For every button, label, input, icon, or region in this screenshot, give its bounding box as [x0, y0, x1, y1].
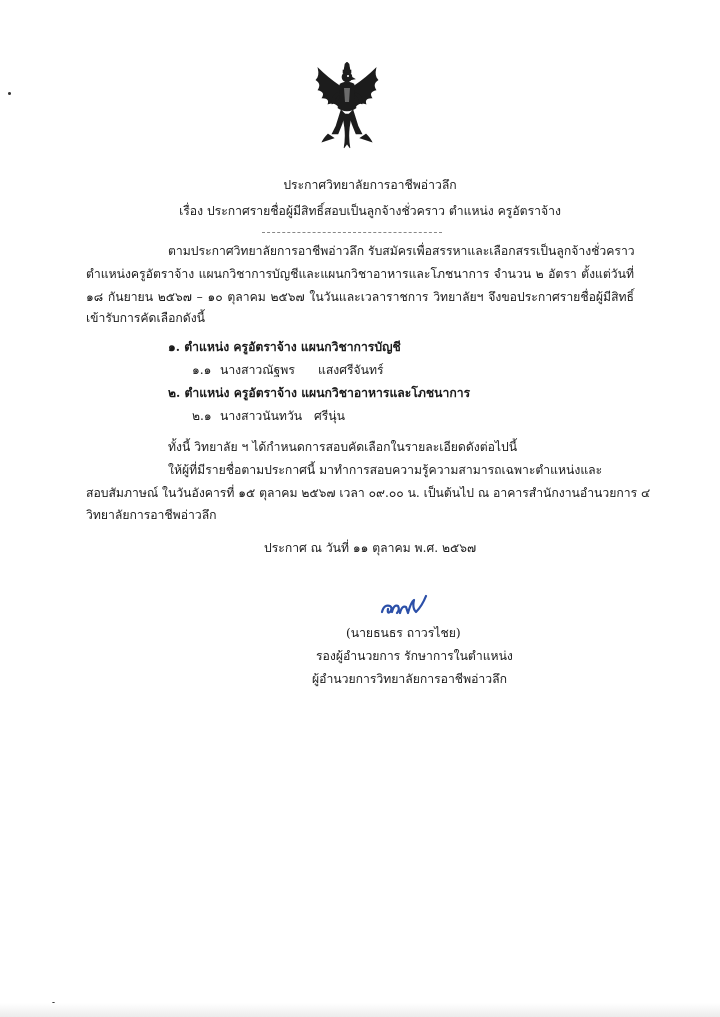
page-bottom-edge — [0, 1003, 720, 1017]
position-2-candidate-surname: ศรีนุ่น — [314, 409, 345, 423]
intro-line-1: ตามประกาศวิทยาลัยการอาชีพอ่าวลึก รับสมัครเพื่อสรรหาและเลือกสรรเป็นลูกจ้างชั่วคราว — [168, 244, 635, 258]
signature-icon — [378, 592, 432, 622]
position-2-candidate-name: นางสาวนันทวัน — [220, 409, 303, 423]
intro-line-2: ตำแหน่งครูอัตราจ้าง แผนกวิชาการบัญชีและแผนกวิชาอาหารและโภชนาการ จำนวน ๒ อัตรา ตั้งแต่วันที่ — [86, 267, 634, 281]
position-1-candidate-name: นางสาวณัฐพร — [220, 363, 295, 377]
position-1-candidate-surname: แสงศรีจันทร์ — [318, 363, 384, 377]
signatory-title-2: ผู้อำนวยการวิทยาลัยการอาชีพอ่าวลึก — [312, 672, 507, 686]
notice-line-2: ให้ผู้ที่มีรายชื่อตามประกาศนี้ มาทำการสอบความรู้ความสามารถเฉพาะตำแหน่งและ — [168, 463, 603, 477]
notice-line-3: สอบสัมภาษณ์ ในวันอังคารที่ ๑๕ ตุลาคม ๒๕๖๗ เวลา ๐๙.๐๐ น. เป็นต้นไป ณ อาคารสำนักงานอำนวยการ ๔ — [86, 486, 651, 500]
announcement-date: ประกาศ ณ วันที่ ๑๑ ตุลาคม พ.ศ. ๒๕๖๗ — [264, 541, 477, 555]
notice-line-4: วิทยาลัยการอาชีพอ่าวลึก — [86, 508, 217, 522]
notice-line-1: ทั้งนี้ วิทยาลัย ฯ ได้กำหนดการสอบคัดเลือกในรายละเอียดดังต่อไปนี้ — [168, 440, 518, 454]
position-2-heading: ๒. ตำแหน่ง ครูอัตราจ้าง แผนกวิชาอาหารและโภชนาการ — [168, 386, 471, 400]
intro-line-3: ๑๘ กันยายน ๒๕๖๗ – ๑๐ ตุลาคม ๒๕๖๗ ในวันและเวลาราชการ วิทยาลัยฯ จึงขอประกาศรายชื่อผู้มีสิทธิ์ — [86, 290, 634, 304]
position-1-candidate-no: ๑.๑ — [192, 363, 212, 377]
announcement-subject: เรื่อง ประกาศรายชื่อผู้มีสิทธิ์สอบเป็นลูกจ้างชั่วคราว ตำแหน่ง ครูอัตราจ้าง — [179, 204, 561, 218]
position-1-heading: ๑. ตำแหน่ง ครูอัตราจ้าง แผนกวิชาการบัญชี — [168, 340, 401, 354]
announcement-title: ประกาศวิทยาลัยการอาชีพอ่าวลึก — [283, 178, 457, 192]
garuda-emblem-icon — [314, 62, 380, 150]
signatory-name: (นายธนธร ถาวรไชย) — [346, 626, 461, 640]
title-divider — [262, 232, 442, 233]
position-2-candidate-no: ๒.๑ — [192, 409, 212, 423]
scan-speck — [8, 92, 11, 95]
intro-line-4: เข้ารับการคัดเลือกดังนี้ — [86, 311, 205, 325]
signatory-title-1: รองผู้อำนวยการ รักษาการในตำแหน่ง — [316, 649, 513, 663]
